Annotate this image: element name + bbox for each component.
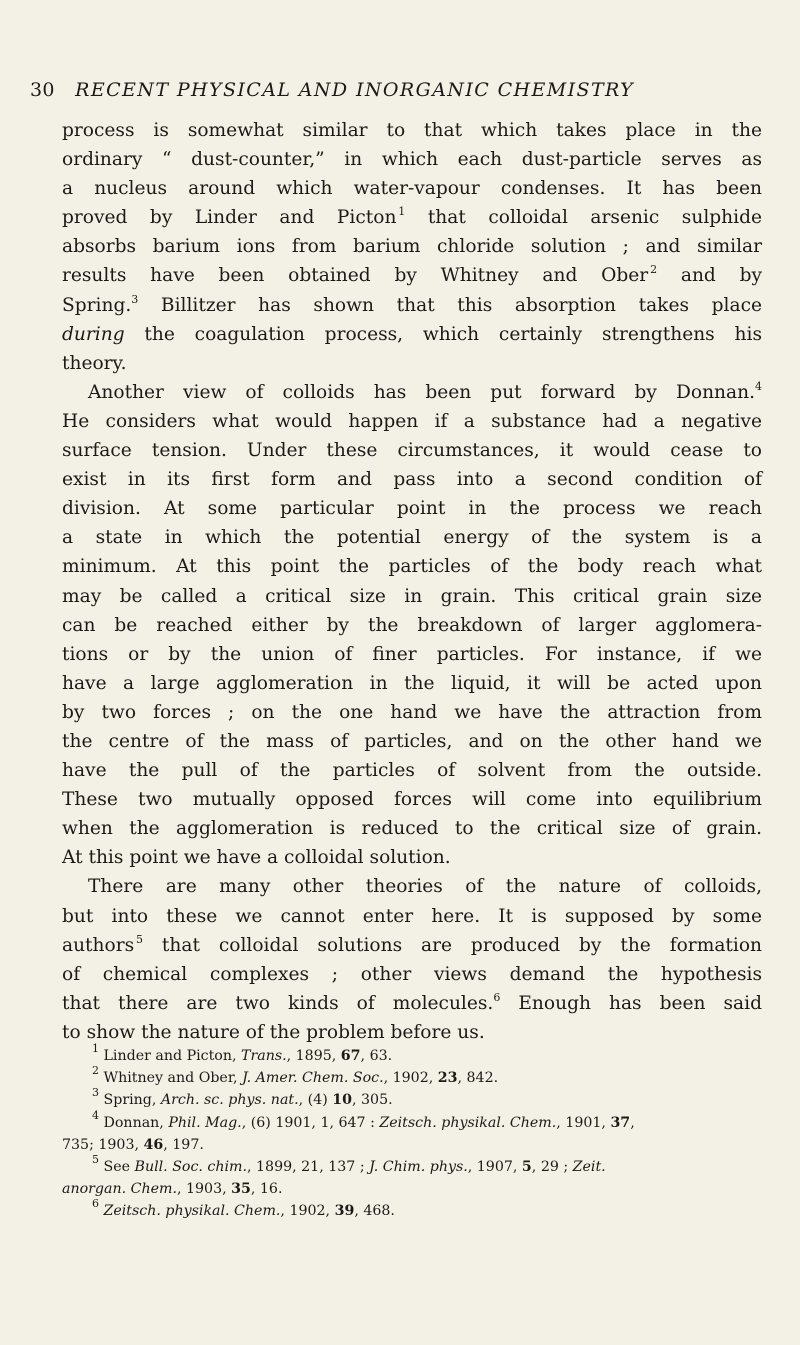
text-line: of chemical complexes ; other views demand the hypothesis xyxy=(62,963,762,985)
footnote-continuation: anorgan. Chem., 1903, 35, 16. xyxy=(62,1181,283,1198)
text-line: process is somewhat similar to that which takes place in the xyxy=(62,120,762,141)
text-line: a nucleus around which water-vapour condenses. It has been xyxy=(62,178,762,200)
text-line: have a large agglomeration in the liquid, it will be acted upon xyxy=(62,672,762,694)
footnote-continuation: 735; 1903, 46, 197. xyxy=(62,1136,204,1153)
footnote: $^3$ Spring, Arch. sc. phys. nat., (4) 10, 305. xyxy=(92,1086,393,1109)
footnote: $^2$ Whitney and Ober, J. Amer. Chem. Soc., 1902, 23, 842. xyxy=(92,1064,499,1087)
text-line: that there are two kinds of molecules.$^6$ Enough has been said xyxy=(62,990,762,1014)
text-line: Another view of colloids has been put forward by Donnan.$^4$ xyxy=(88,379,762,403)
text-line: authors $^5$ that colloidal solutions are produced by the formation xyxy=(62,932,762,956)
page-header xyxy=(30,79,770,101)
text-line: a state in which the potential energy of the system is a xyxy=(62,527,762,549)
text-line: division. At some particular point in the process we reach xyxy=(62,498,762,520)
text-line: tions or by the union of finer particles. For instance, if we xyxy=(62,643,762,665)
text-line: ordinary “ dust-counter,” in which each dust-particle serves as xyxy=(62,149,762,171)
footnote: $^5$ See Bull. Soc. chim., 1899, 21, 137 ; J. Chim. phys., 1907, 5, 29 ; Zeit. xyxy=(92,1153,606,1176)
text-line: These two mutually opposed forces will come into equilibrium xyxy=(62,789,762,811)
text-line: proved by Linder and Picton $^1$ that colloidal arsenic sulphide xyxy=(62,205,762,229)
text-line: may be called a critical size in grain. This critical grain size xyxy=(62,585,762,607)
body-text xyxy=(62,116,762,1047)
footnotes xyxy=(62,1042,762,1223)
footnote-ref: 2 xyxy=(650,263,658,277)
text-line: At this point we have a colloidal solution. xyxy=(62,847,451,869)
text-line: when the agglomeration is reduced to the critical size of grain. xyxy=(62,818,762,840)
footnote-ref: 3 xyxy=(131,292,139,306)
page-number: 30 xyxy=(30,79,55,101)
footnote: $^1$ Linder and Picton, Trans., 1895, 67, 63. xyxy=(92,1042,393,1064)
text-line: but into these we cannot enter here. It is supposed by some xyxy=(62,905,762,927)
text-line: by two forces ; on the one hand we have the attraction from xyxy=(62,701,762,723)
footnote-ref: 1 xyxy=(398,205,406,219)
text-line: exist in its first form and pass into a second condition of xyxy=(62,469,762,491)
text-line: can be reached either by the breakdown of larger agglomera- xyxy=(62,614,762,636)
text-line: There are many other theories of the nature of colloids, xyxy=(88,876,762,898)
text-line: results have been obtained by Whitney and Ober $^2$ and by xyxy=(62,263,763,287)
text-line: the centre of the mass of particles, and on the other hand we xyxy=(62,730,762,752)
footnote-ref: 5 xyxy=(136,932,143,946)
footnote: $^4$ Donnan, Phil. Mag., (6) 1901, 1, 647 : Zeitsch. physikal. Chem., 1901, 37, xyxy=(92,1108,635,1131)
text-line: surface tension. Under these circumstances, it would cease to xyxy=(62,440,762,462)
text-line: Spring.$^3$ Billitzer has shown that this absorption takes place xyxy=(62,292,762,316)
footnote-ref: 6 xyxy=(493,990,501,1004)
running-title: RECENT PHYSICAL AND INORGANIC CHEMISTRY xyxy=(75,79,635,101)
text-line: He considers what would happen if a substance had a negative xyxy=(62,410,762,432)
footnote: $^6$ Zeitsch. physikal. Chem., 1902, 39, 468. xyxy=(92,1197,395,1220)
text-line: during the coagulation process, which certainly strengthens his xyxy=(62,323,762,345)
text-line: to show the nature of the problem before us. xyxy=(62,1021,485,1043)
text-line: have the pull of the particles of solvent from the outside. xyxy=(62,760,762,782)
footnote-ref: 4 xyxy=(755,379,762,393)
text-line: minimum. At this point the particles of the body reach what xyxy=(62,556,762,578)
emphasis: during xyxy=(62,323,125,345)
text-line: theory. xyxy=(62,352,127,374)
text-line: absorbs barium ions from barium chloride solution ; and similar xyxy=(62,236,762,258)
